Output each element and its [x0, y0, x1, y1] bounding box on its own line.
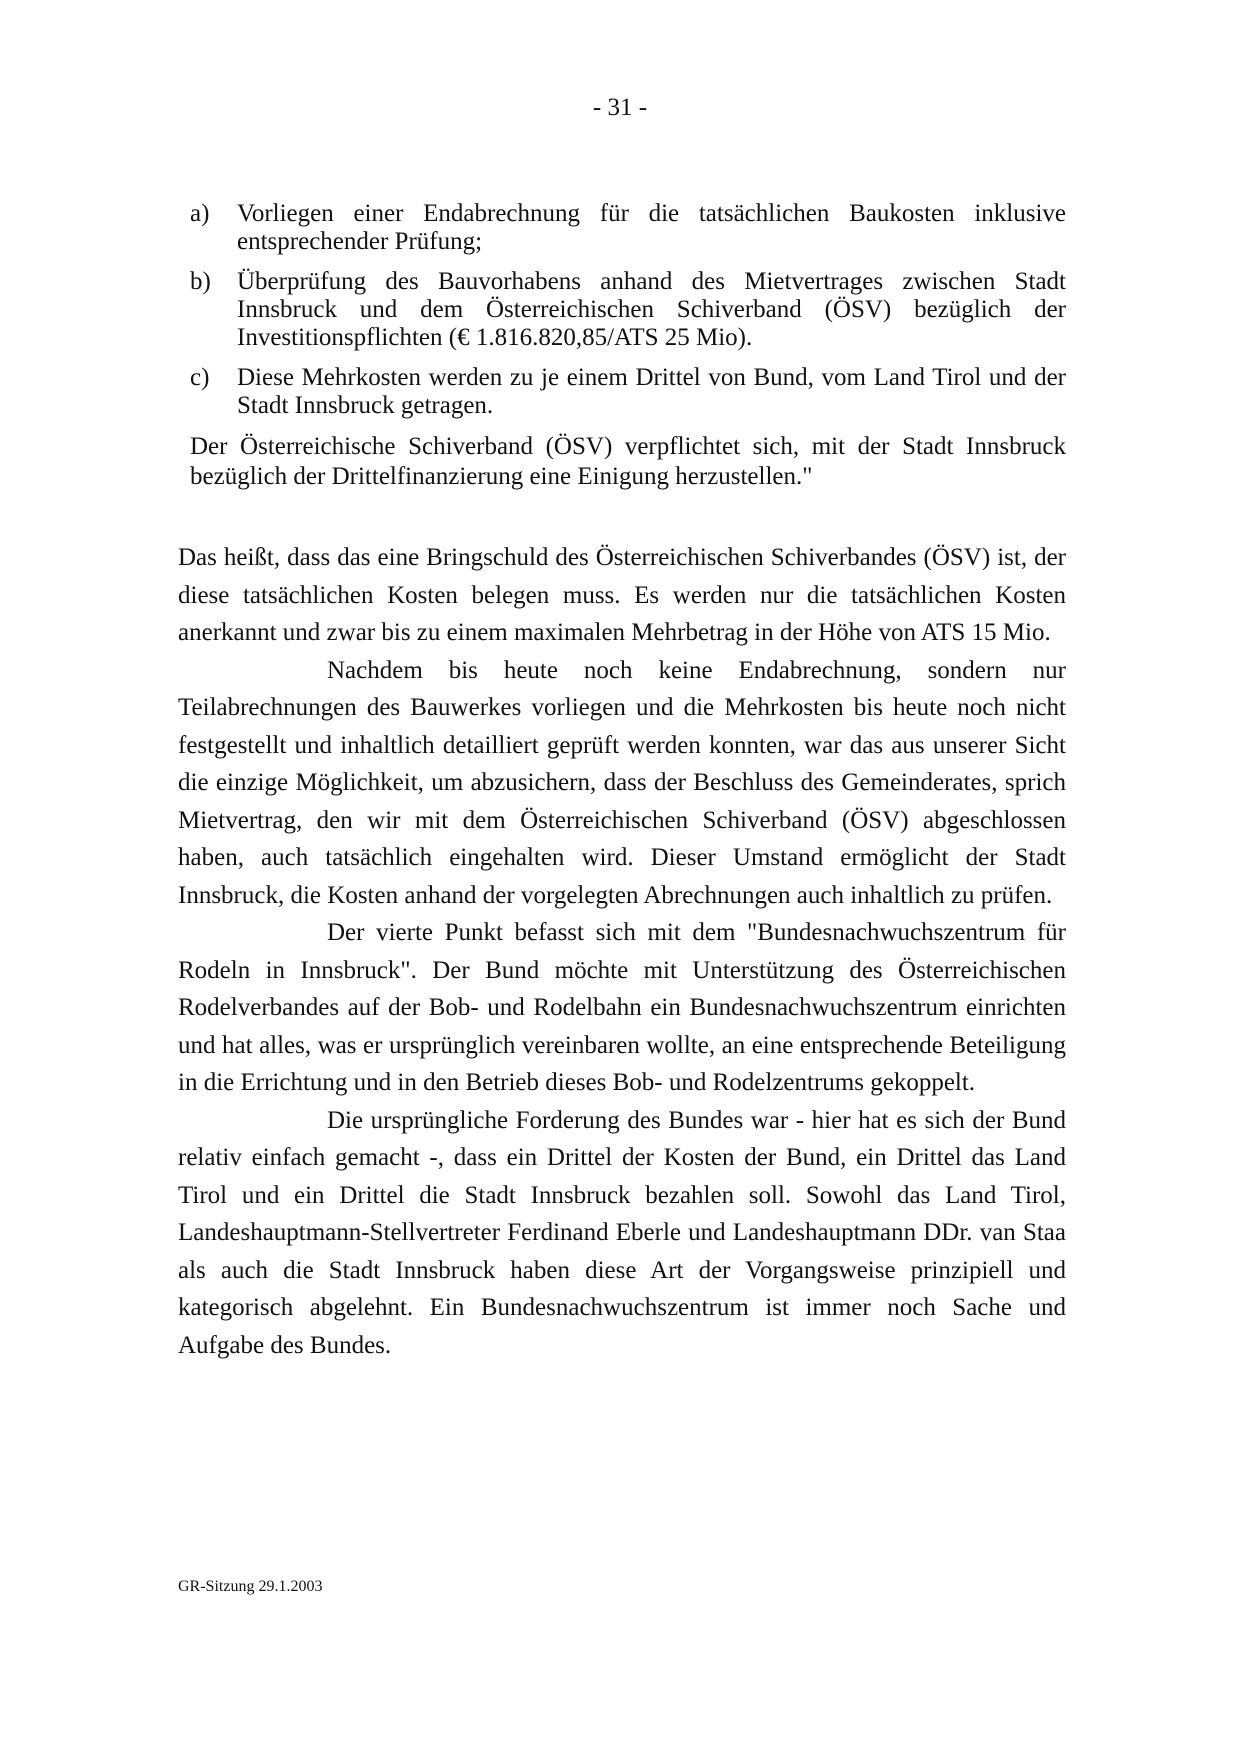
list-item [190, 364, 1066, 420]
paragraph: Nachdem bis heute noch keine Endabrechnung, sondern nur Teilabrechnungen des Bauwerkes vorliegen und die Mehrkosten bis heute noch nicht festgestellt und inhaltlich detailliert geprüft werden konnten, war das aus unserer Sicht die einzige Möglichkeit, um abzusichern, dass der Beschluss des Gemeinderates, sprich Mietvertrag, den wir mit dem Österreichischen Schiverband (ÖSV) abgeschlossen haben, auch tatsächlich eingehalten wird. Dieser Umstand ermöglicht der Stadt Innsbruck, die Kosten anhand der vorgelegten Abrechnungen auch inhaltlich zu prüfen. [178, 656, 1066, 909]
footer-session-date: GR-Sitzung 29.1.2003 [178, 1578, 323, 1595]
paragraph: Die ursprüngliche Forderung des Bundes war - hier hat es sich der Bund relativ einfach gemacht -, dass ein Drittel der Kosten der Bund, ein Drittel das Land Tirol und ein Drittel die Stadt Innsbruck bezahlen soll. Sowohl das Land Tirol, Landeshauptmann-Stellvertreter Ferdinand Eberle und Landeshauptmann DDr. van Staa als auch die Stadt Innsbruck haben diese Art der Vorgangsweise prinzipiell und kategorisch abgelehnt. Ein Bundesnachwuchszentrum ist immer noch Sache und Aufgabe des Bundes. [178, 1106, 1066, 1359]
list-text: Überprüfung des Bauvorhabens anhand des Mietvertrages zwischen Stadt Innsbruck und dem Österreichischen Schiverband (ÖSV) bezüglich der Investitionspflichten (€ 1.816.820,85/ATS 25 Mio). [237, 268, 1066, 351]
quote-closing: Der Österreichische Schiverband (ÖSV) verpflichtet sich, mit der Stadt Innsbruck bezüglich der Drittelfinanzierung eine Einigung herzustellen." [190, 433, 1066, 490]
paragraph: Der vierte Punkt befasst sich mit dem "Bundesnachwuchszentrum für Rodeln in Innsbruck". Der Bund möchte mit Unterstützung des Österreichischen Rodelverbandes auf der Bob- und Rodelbahn ein Bundesnachwuchszentrum einrichten und hat alles, was er ursprünglich vereinbaren wollte, an eine entsprechende Beteiligung in die Errichtung und in den Betrieb dieses Bob- und Rodelzentrums gekoppelt. [178, 919, 1066, 1096]
list-marker: c) [190, 364, 210, 391]
list-marker: a) [190, 200, 210, 227]
list-text: Diese Mehrkosten werden zu je einem Drittel von Bund, vom Land Tirol und der Stadt Innsbruck getragen. [237, 364, 1066, 419]
quoted-resolution [190, 200, 1066, 492]
body-text [178, 539, 1066, 1364]
page-number: - 31 - [592, 94, 648, 121]
paragraph: Das heißt, dass das eine Bringschuld des Österreichischen Schiverbandes (ÖSV) ist, der diese tatsächlichen Kosten belegen muss. Es werden nur die tatsächlichen Kosten anerkannt und zwar bis zu einem maximalen Mehrbetrag in der Höhe von ATS 15 Mio. [178, 544, 1066, 646]
list-item [190, 268, 1066, 352]
list-marker: b) [190, 268, 211, 295]
list-text: Vorliegen einer Endabrechnung für die tatsächlichen Baukosten inklusive entsprechender Prüfung; [237, 200, 1066, 255]
list-item [190, 200, 1066, 256]
